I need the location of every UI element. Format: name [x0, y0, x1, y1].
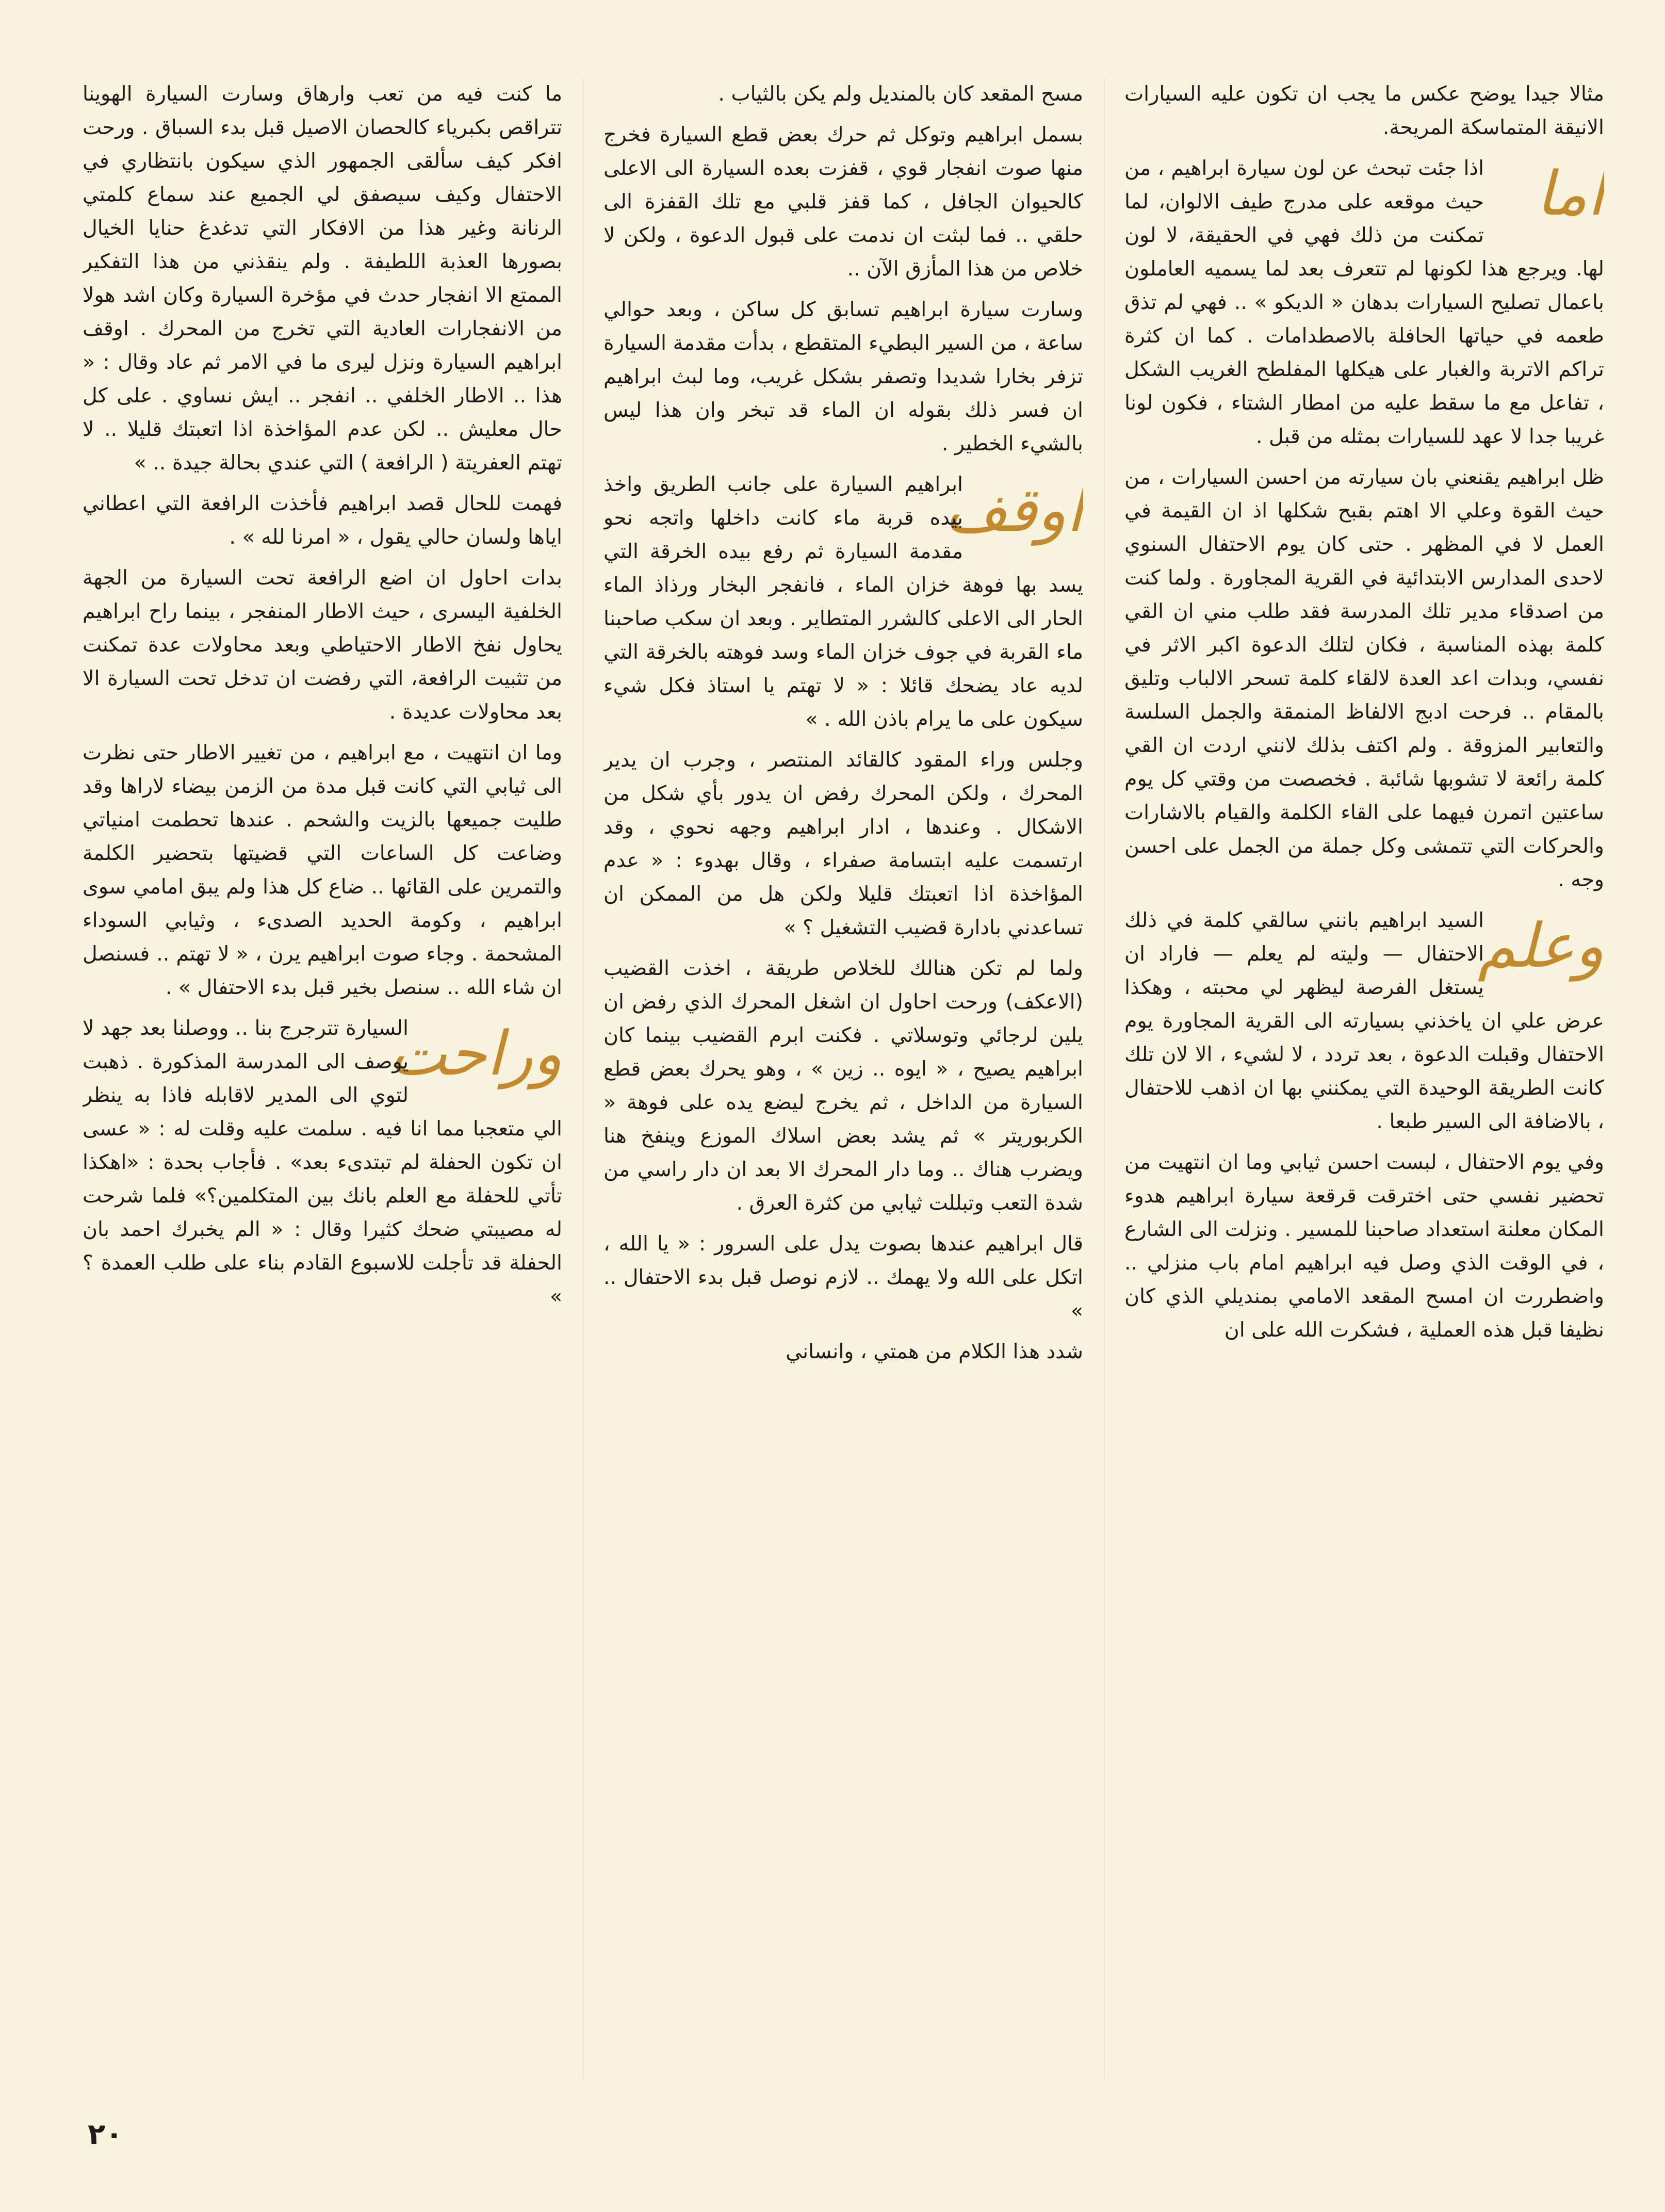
- paragraph: شدد هذا الكلام من همتي ، وانساني: [786, 1340, 1083, 1363]
- dropcap-word: وراحت: [389, 1018, 562, 1089]
- paragraph: وسارت سيارة ابراهيم تسابق كل ساكن ، وبعد حوالي ساعة ، من السير البطيء المتقطع ، بدأت مقدمة السيارة تزفر بخارا شديدا وتصفر بشكل غريب، وما لبث ابراهيم ان فسر ذلك بقوله ان الماء قد تبخر وان هذا ليس بالشيء الخطير .: [603, 298, 1083, 456]
- paragraph: [83, 1012, 562, 1313]
- paragraph: [603, 468, 1083, 736]
- article-column-1: [1124, 77, 1604, 2079]
- paragraph-text: السيد ابراهيم بانني سالقي كلمة في ذلك الاحتفال — وليته لم يعلم — فاراد ان يستغل الفرصة ليظهر لي محبته ، وهكذا عرض علي ان ياخذني بسيارته الى القرية المجاورة يوم الاحتفال وقبلت الدعوة ، بعد تردد ، لا لشيء ، الا لان تلك كانت الطريقة الوحيدة التي يمكنني بها ان اذهب للاحتفال ، بالاضافة الى السير طبعا .: [1124, 908, 1604, 1133]
- column-divider: [1104, 77, 1105, 2079]
- article-column-3: [83, 77, 562, 2079]
- paragraph-text: ابراهيم السيارة على جانب الطريق واخذ بيده قربة ماء كانت داخلها واتجه نحو مقدمة السيارة ثم رفع بيده الخرقة التي يسد بها فوهة خزان الماء ، فانفجر البخار ورذاذ الماء الحار الى الاعلى كالشرر المتطاير . وبعد ان سكب صاحبنا ماء القربة في جوف خزان الماء وسد فوهته بالخرقة التي لديه عاد يضحك قائلا : « لا تهتم يا استاذ فكل شيء سيكون على ما يرام باذن الله . »: [603, 473, 1083, 731]
- dropcap-word: وعلم: [1478, 910, 1604, 981]
- dropcap-word: اما: [1536, 158, 1604, 229]
- paragraph-text: اذا جئت تبحث عن لون سيارة ابراهيم ، من حيث موقعه على مدرج طيف الالوان، لما تمكنت من ذلك فهي في الحقيقة، لا لون لها. ويرجع هذا لكونها لم تتعرف بعد لما يسميه العاملون باعمال تصليح السيارات بدهان « الديكو » .. فهي لم تذق طعمه في حياتها الحافلة بالاصطدامات . كما ان كثرة تراكم الاتربة والغبار على هيكلها المفلطح الغريب الشكل ، تفاعل مع ما سقط عليه من امطار الشتاء ، فكون لونا غريبا جدا لا عهد للسيارات بمثله من قبل .: [1124, 156, 1604, 448]
- page-number: ٢٠: [88, 2118, 123, 2151]
- paragraph: بسمل ابراهيم وتوكل ثم حرك بعض قطع السيارة فخرج منها صوت انفجار قوي ، قفزت بعده السيارة الى الاعلى كالحيوان الجافل ، كما قفز قلبي مع تلك القفزة الى حلقي .. فما لبثت ان ندمت على قبول الدعوة ، ولكن لا خلاص من هذا المأزق الآن ..: [603, 123, 1083, 281]
- paragraph: مثالا جيدا يوضح عكس ما يجب ان تكون عليه السيارات الانيقة المتماسكة المريحة.: [1124, 82, 1604, 139]
- paragraph: فهمت للحال قصد ابراهيم فأخذت الرافعة التي اعطاني اياها ولسان حالي يقول ، « امرنا لله » .: [83, 492, 562, 549]
- paragraph: وفي يوم الاحتفال ، لبست احسن ثيابي وما ان انتهيت من تحضير نفسي حتى اخترقت قرقعة سيارة ابراهيم هدوء المكان معلنة استعداد صاحبنا للمسير . ونزلت الى الشارع ، في الوقت الذي وصل فيه ابراهيم امام باب منزلي .. واضطررت ان امسح المقعد الامامي بمنديلي الذي كان نظيفا قبل هذه العملية ، فشكرت الله على ان: [1124, 1150, 1604, 1342]
- paragraph: بدات احاول ان اضع الرافعة تحت السيارة من الجهة الخلفية اليسرى ، حيث الاطار المنفجر ، بينما راح ابراهيم يحاول نفخ الاطار الاحتياطي وبعد محاولات عدة تمكنت من تثبيت الرافعة، التي رفضت ان تدخل تحت السيارة الا بعد محاولات عديدة .: [83, 566, 562, 724]
- paragraph: وما ان انتهيت ، مع ابراهيم ، من تغيير الاطار حتى نظرت الى ثيابي التي كانت قبل مدة من الزمن بيضاء لاراها وقد طليت جميعها بالزيت والشحم . عندها تحطمت امنياتي وضاعت كل الساعات التي قضيتها بتحضير الكلمة والتمرين على القائها .. ضاع كل هذا ولم يبق امامي سوى ابراهيم ، وكومة الحديد الصدىء ، وثيابي السوداء المشحمة . وجاء صوت ابراهيم يرن ، « لا تهتم .. فسنصل ان شاء الله .. سنصل بخير قبل بدء الاحتفال » .: [83, 741, 562, 999]
- paragraph: [1124, 152, 1604, 453]
- paragraph-text: السيارة تترجرج بنا .. ووصلنا بعد جهد لا يوصف الى المدرسة المذكورة . ذهبت لتوي الى المدير لاقابله فاذا به ينظر الي متعجبا مما انا فيه . سلمت عليه وقلت له : « عسى ان تكون الحفلة لم تبتدىء بعد» . فأجاب بحدة : «اهكذا تأتي للحفلة مع العلم بانك بين المتكلمين؟» فلما شرحت له مصيبتي ضحك كثيرا وقال : « الم يخبرك احمد بان الحفلة قد تأجلت للاسبوع القادم بناء على طلب العمدة ؟ »: [83, 1016, 562, 1308]
- paragraph: ولما لم تكن هنالك للخلاص طريقة ، اخذت القضيب (الاعكف) ورحت احاول ان اشغل المحرك الذي رفض ان يلين لرجائي وتوسلاتي . فكنت ابرم القضيب بينما كان ابراهيم يصيح ، « ايوه .. زين » ، وهو يحرك بعض قطع السيارة من الداخل ، ثم يخرج ليضع يده على فوهة « الكربوريتر » ثم يشد بعض اسلاك الموزع وينفخ هنا ويضرب هناك .. وما دار المحرك الا بعد ان دار راسي من شدة التعب وتبللت ثيابي من كثرة العرق .: [603, 956, 1083, 1215]
- paragraph: ما كنت فيه من تعب وارهاق وسارت السيارة الهوينا تتراقص بكبرياء كالحصان الاصيل قبل بدء السباق . ورحت افكر كيف سألقى الجمهور الذي سيكون بانتظاري في الاحتفال وكيف سيصفق لي الجميع عند سماع كلمتي الرنانة وغير هذا من الافكار التي تدغدغ حنايا الخيال بصورها العذبة اللطيفة . ولم ينقذني من هذا التفكير الممتع الا انفجار حدث في مؤخرة السيارة وكان اشد هولا من الانفجارات العادية التي تخرج من المحرك . اوقف ابراهيم السيارة ونزل ليرى ما في الامر ثم عاد وقال : « هذا .. الاطار الخلفي .. انفجر .. ايش نساوي . على كل حال معليش .. لكن عدم المؤاخذة اذا اتعبتك قليلا .. لا تهتم العفريتة ( الرافعة ) التي عندي بحالة جيدة .. »: [83, 82, 562, 475]
- paragraph: ظل ابراهيم يقنعني بان سيارته من احسن السيارات ، من حيث القوة وعلي الا اهتم بقبح شكلها اذ ان القيمة في العمل لا في المظهر . حتى كان يوم الاحتفال السنوي لاحدى المدارس الابتدائية في القرية المجاورة . ولما كنت من اصدقاء مدير تلك المدرسة فقد طلب مني ان القي كلمة بهذه المناسبة ، فكان لتلك الدعوة اكبر الاثر في نفسي، وبدات اعد العدة لالقاء كلمة تسحر الالباب وتليق بالمقام .. فرحت ادبج الالفاظ المنمقة والجمل السلسة والتعابير المزوقة . ولم اكتف بذلك لانني اردت ان القي كلمة رائعة لا تشوبها شائبة . فخصصت من وقتي كل يوم ساعتين اتمرن فيهما على القاء الكلمة والقيام بالاشارات والحركات التي تتمشى وكل جملة من الجمل على احسن وجه .: [1124, 465, 1604, 891]
- dropcap-word: اوقف: [944, 474, 1083, 545]
- article-column-2: [603, 77, 1083, 2079]
- paragraph: [1124, 904, 1604, 1138]
- paragraph: وجلس وراء المقود كالقائد المنتصر ، وجرب ان يدير المحرك ، ولكن المحرك رفض ان يدور بأي شكل من الاشكال . وعندها ، ادار ابراهيم وجهه نحوي ، وقد ارتسمت عليه ابتسامة صفراء ، وقال بهدوء : « عدم المؤاخذة اذا اتعبتك قليلا ولكن هل من الممكن ان تساعدني بادارة قضيب التشغيل ؟ »: [603, 748, 1083, 939]
- paragraph: قال ابراهيم عندها بصوت يدل على السرور : « يا الله ، اتكل على الله ولا يهمك .. لازم نوصل قبل بدء الاحتفال .. »: [603, 1232, 1083, 1323]
- paragraph: مسح المقعد كان بالمنديل ولم يكن بالثياب .: [718, 82, 1083, 106]
- column-divider: [583, 77, 584, 2079]
